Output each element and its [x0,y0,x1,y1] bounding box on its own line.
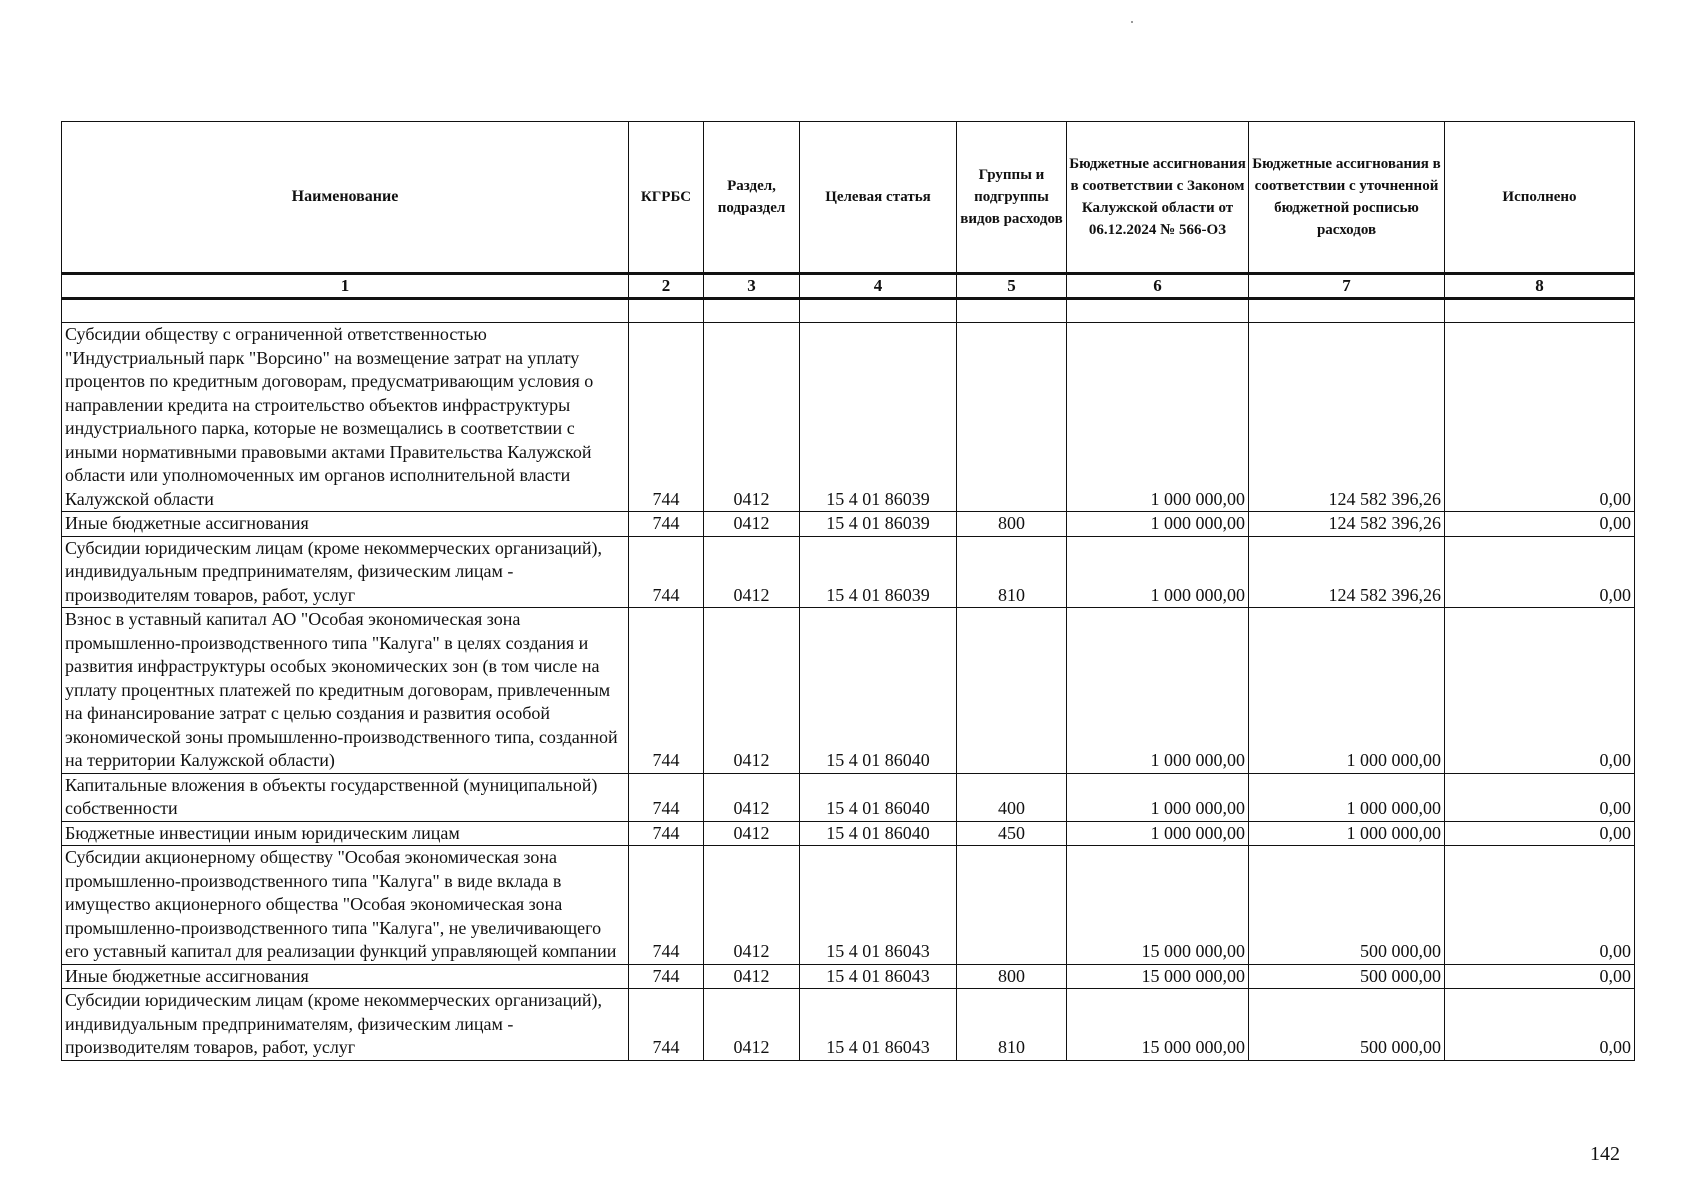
row-section: 0412 [704,964,800,989]
table-row [62,821,1635,846]
row-kgrbs: 744 [629,821,704,846]
row-kgrbs: 744 [629,323,704,512]
row-group [957,846,1067,965]
row-law-amount: 15 000 000,00 [1067,989,1249,1061]
row-executed-amount: 0,00 [1445,846,1635,965]
row-name: Субсидии обществу с ограниченной ответственностью "Индустриальный парк "Ворсино" на возмещение затрат на уплату процентов по кредитным договорам, предусматривающим условия о направлении кредита на строительство объектов инфраструктуры индустриального парка, которые не возмещались в соответствии с иными нормативными правовыми актами Правительства Калужской области или уполномоченных им органов исполнительной власти Калужской области [62,323,629,512]
row-refined-amount: 500 000,00 [1249,964,1445,989]
row-executed-amount: 0,00 [1445,323,1635,512]
row-law-amount: 15 000 000,00 [1067,846,1249,965]
row-name: Капитальные вложения в объекты государственной (муниципальной) собственности [62,773,629,821]
header-kgrbs: КГРБС [629,122,704,274]
row-target: 15 4 01 86039 [800,512,957,537]
row-target: 15 4 01 86043 [800,989,957,1061]
row-name: Иные бюджетные ассигнования [62,512,629,537]
table-row [62,512,1635,537]
row-name: Бюджетные инвестиции иным юридическим лицам [62,821,629,846]
header-refined: Бюджетные ассигнования в соответствии с уточненной бюджетной росписью расходов [1249,122,1445,274]
page-number: 142 [1590,1143,1620,1165]
table-row [62,989,1635,1061]
row-group: 810 [957,536,1067,608]
budget-table [61,121,1635,1061]
row-refined-amount: 500 000,00 [1249,846,1445,965]
row-refined-amount: 124 582 396,26 [1249,323,1445,512]
row-law-amount: 1 000 000,00 [1067,323,1249,512]
row-refined-amount: 1 000 000,00 [1249,773,1445,821]
row-target: 15 4 01 86040 [800,773,957,821]
row-group: 400 [957,773,1067,821]
row-refined-amount: 124 582 396,26 [1249,536,1445,608]
budget-table-container [61,121,1634,1061]
header-row [62,122,1635,274]
column-number: 3 [704,274,800,299]
row-group [957,608,1067,774]
column-number: 1 [62,274,629,299]
table-row [62,964,1635,989]
row-executed-amount: 0,00 [1445,608,1635,774]
row-section: 0412 [704,773,800,821]
row-kgrbs: 744 [629,773,704,821]
row-section: 0412 [704,512,800,537]
row-name: Субсидии юридическим лицам (кроме некоммерческих организаций), индивидуальным предпринимателям, физическим лицам - производителям товаров, работ, услуг [62,989,629,1061]
row-executed-amount: 0,00 [1445,512,1635,537]
row-law-amount: 1 000 000,00 [1067,608,1249,774]
header-law: Бюджетные ассигнования в соответствии с Законом Калужской области от 06.12.2024 № 566-ОЗ [1067,122,1249,274]
header-executed: Исполнено [1445,122,1635,274]
row-target: 15 4 01 86043 [800,964,957,989]
row-executed-amount: 0,00 [1445,773,1635,821]
row-section: 0412 [704,608,800,774]
table-header [62,122,1635,299]
row-kgrbs: 744 [629,964,704,989]
header-section: Раздел, подраздел [704,122,800,274]
table-row [62,323,1635,512]
row-section: 0412 [704,846,800,965]
scan-speck [1131,21,1133,23]
row-section: 0412 [704,821,800,846]
header-group: Группы и подгруппы видов расходов [957,122,1067,274]
row-law-amount: 1 000 000,00 [1067,773,1249,821]
row-executed-amount: 0,00 [1445,536,1635,608]
row-section: 0412 [704,536,800,608]
row-target: 15 4 01 86043 [800,846,957,965]
column-number: 2 [629,274,704,299]
row-target: 15 4 01 86040 [800,608,957,774]
column-number-row [62,274,1635,299]
row-group: 450 [957,821,1067,846]
column-number: 5 [957,274,1067,299]
row-kgrbs: 744 [629,536,704,608]
row-group: 800 [957,964,1067,989]
row-executed-amount: 0,00 [1445,821,1635,846]
row-executed-amount: 0,00 [1445,989,1635,1061]
table-body [62,299,1635,1061]
row-law-amount: 1 000 000,00 [1067,821,1249,846]
column-number: 4 [800,274,957,299]
row-group: 800 [957,512,1067,537]
row-group: 810 [957,989,1067,1061]
row-target: 15 4 01 86040 [800,821,957,846]
row-refined-amount: 500 000,00 [1249,989,1445,1061]
row-section: 0412 [704,323,800,512]
row-executed-amount: 0,00 [1445,964,1635,989]
row-name: Субсидии акционерному обществу "Особая экономическая зона промышленно-производственного типа "Калуга" в виде вклада в имущество акционерного общества "Особая экономическая зона промышленно-производственного типа "Калуга", не увеличивающего его уставный капитал для реализации функций управляющей компании [62,846,629,965]
row-group [957,323,1067,512]
row-kgrbs: 744 [629,989,704,1061]
row-refined-amount: 1 000 000,00 [1249,821,1445,846]
row-kgrbs: 744 [629,608,704,774]
row-law-amount: 15 000 000,00 [1067,964,1249,989]
row-target: 15 4 01 86039 [800,323,957,512]
table-row [62,773,1635,821]
header-name: Наименование [62,122,629,274]
row-refined-amount: 124 582 396,26 [1249,512,1445,537]
row-refined-amount: 1 000 000,00 [1249,608,1445,774]
table-row [62,608,1635,774]
row-target: 15 4 01 86039 [800,536,957,608]
spacer-row [62,299,1635,323]
table-row [62,536,1635,608]
row-section: 0412 [704,989,800,1061]
row-law-amount: 1 000 000,00 [1067,512,1249,537]
row-kgrbs: 744 [629,512,704,537]
table-row [62,846,1635,965]
column-number: 7 [1249,274,1445,299]
row-name: Иные бюджетные ассигнования [62,964,629,989]
row-kgrbs: 744 [629,846,704,965]
row-name: Субсидии юридическим лицам (кроме некоммерческих организаций), индивидуальным предпринимателям, физическим лицам - производителям товаров, работ, услуг [62,536,629,608]
column-number: 8 [1445,274,1635,299]
row-name: Взнос в уставный капитал АО "Особая экономическая зона промышленно-производственного типа "Калуга" в целях создания и развития инфраструктуры особых экономических зон (в том числе на уплату процентных платежей по кредитным договорам, привлеченным на финансирование затрат с целью создания и развития особой экономической зоны промышленно-производственного типа, созданной на территории Калужской области) [62,608,629,774]
header-target: Целевая статья [800,122,957,274]
row-law-amount: 1 000 000,00 [1067,536,1249,608]
column-number: 6 [1067,274,1249,299]
